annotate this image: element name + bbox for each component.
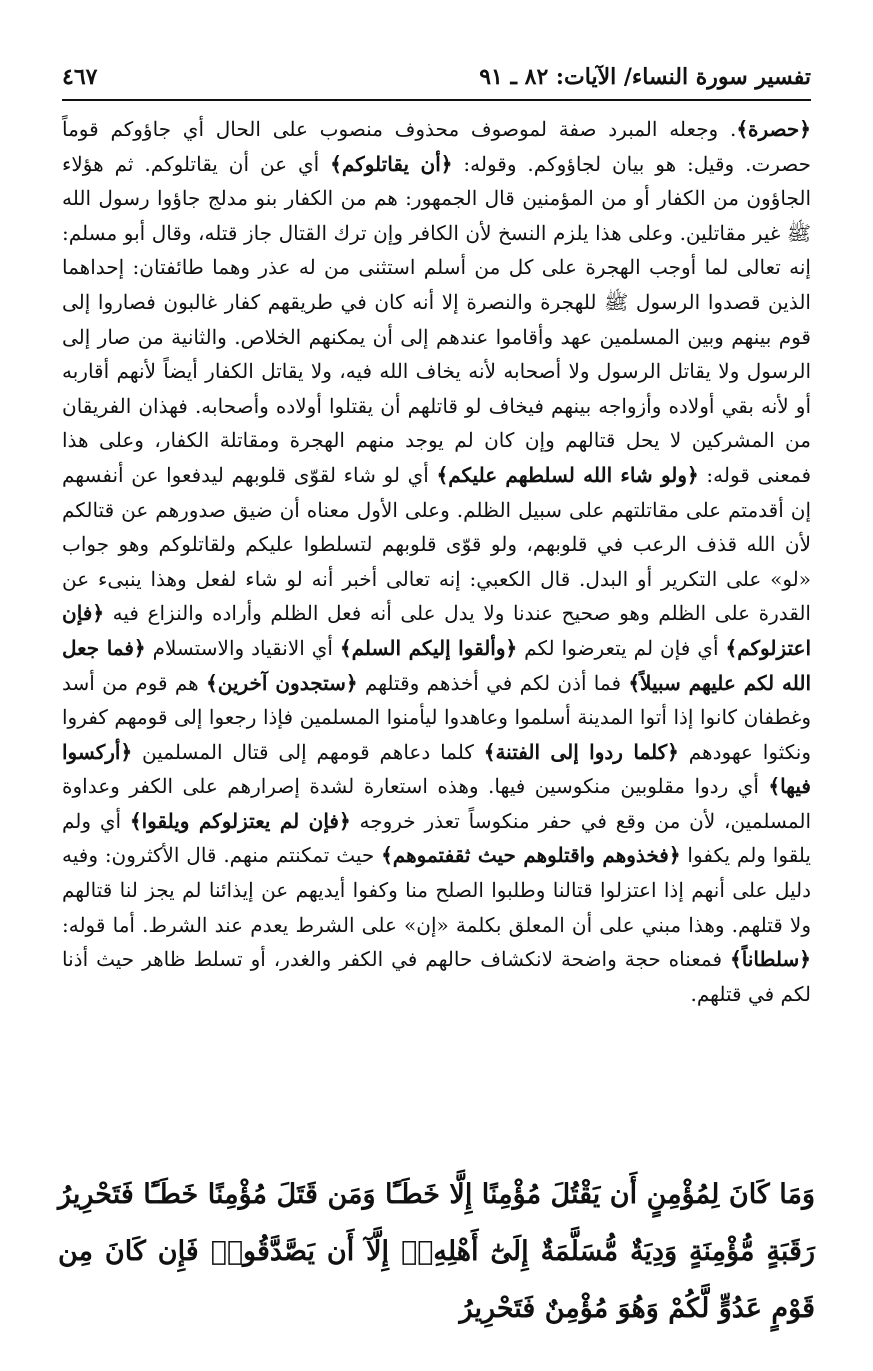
commentary-text: أي لو شاء لقوّى قلوبهم ليدفعوا عن أنفسهم إن أقدمتم على مقاتلتهم على سبيل الظلم. وعلى الأول معناه أن ضيق صدورهم عن قتالكم لأن الله قذف الرعب في قلوبهم، ولو قوّى قلوبهم لتسلطوا عليكم ولقاتلوكم وهو جواب «لو» على التكرير أو البدل. قال الكعبي: إنه تعالى أخبر أنه لو شاء لفعل وهذا ينبىء عن القدرة على الظلم وهو صحيح عندنا ولا يدل على أنه فعل الظلم وأراده والنزاع فيه: [62, 462, 811, 626]
quran-quote: ﴿ستجدون آخرين﴾: [206, 670, 358, 695]
running-title: تفسير سورة النساء/ الآيات: ٨٢ ـ ٩١: [479, 64, 811, 90]
commentary-text: أي ولم يلقوا ولم يكفوا: [62, 808, 811, 868]
header-rule: [62, 99, 811, 101]
commentary-text: كلما دعاهم قومهم إلى قتال المسلمين: [132, 739, 484, 764]
commentary-body: [62, 112, 811, 1011]
quran-quote: ﴿فإن لم يعتزلوكم ويلقوا﴾: [129, 808, 351, 833]
commentary-text: أي عن أن يقاتلوكم. ثم هؤلاء الجاؤون من الكفار أو من المؤمنين قال الجمهور: هم من الكفار بنو مدلج جاؤوا رسول الله ﷺ غير مقاتلين. وعلى هذا يلزم النسخ لأن الكافر وإن ترك القتال جاز قتله، وقال أبو مسلم: إنه تعالى لما أوجب الهجرة على كل من أسلم استثنى من له عذر وهما طائفتان: إحداهما الذين قصدوا الرسول ﷺ للهجرة والنصرة إلا أنه كان في طريقهم كفار غالبون فصاروا إلى قوم بينهم وبين المسلمين عهد وأقاموا عندهم إلى أن يمكنهم الخلاص. والثانية من صار إلى الرسول ولا يقاتل الرسول ولا أصحابه لأنه يخاف الله فيه، ولا يقاتل الكفار أيضاً لأنهم أقاربه أو لأنه بقي أولاده وأزواجه بينهم فيخاف لو قاتلهم أن يقتلوا أولاده وأصحابه. فهذان الفريقان من المشركين لا يحل قتالهم وإن كان لم يوجد منهم الهجرة ومقاتلة الكفار، وعلى هذا فمعنى قوله:: [62, 151, 812, 487]
commentary-text: فمعناه حجة واضحة لانكشاف حالهم في الكفر والغدر، أو تسلط ظاهر حيث أذنا لكم في قتلهم.: [62, 947, 811, 1006]
commentary-text: أي ردوا مقلوبين منكوسين فيها. وهذه استعارة لشدة إصرارهم على الكفر وعداوة المسلمين، لأن من وقع في حفر منكوساً تعذر خروجه: [62, 774, 812, 833]
quran-quote: ﴿كلما ردوا إلى الفتنة﴾: [483, 739, 679, 764]
quran-quote: ﴿سلطاناً﴾: [730, 947, 811, 972]
page-number: ٤٦٧: [62, 64, 98, 90]
quran-quote: ﴿فخذوهم واقتلوهم حيث ثقفتموهم﴾: [381, 843, 681, 868]
quran-quote: ﴿أركسوا فيها﴾: [62, 739, 811, 799]
commentary-text: هم قوم من أسد وغطفان كانوا إذا أتوا المدينة أسلموا وعاهدوا ليأمنوا المسلمين فإذا رجعوا إلى قومهم كفروا ونكثوا عهودهم: [62, 670, 811, 764]
commentary-text: فما أذن لكم في أخذهم وقتلهم: [357, 670, 629, 695]
commentary-text: . وجعله المبرد صفة لموصوف محذوف منصوب على الحال أي جاؤوكم قوماً حصرت. وقيل: هو بيان لجاؤوكم. وقوله:: [62, 117, 812, 176]
quran-quote: ﴿أن يقاتلوكم﴾: [330, 151, 453, 176]
quran-verse: وَمَا كَانَ لِمُؤْمِنٍ أَن يَقْتُلَ مُؤْمِنًا إِلَّا خَطَـًٔا وَمَن قَتَلَ مُؤْمِنًا خَطَـًٔا فَتَحْرِيرُ رَقَبَةٍ مُّؤْمِنَةٍ وَدِيَةٌ مُّسَلَّمَةٌ إِلَىٰٓ أَهْلِهِۦٓ إِلَّآ أَن يَصَّدَّقُوا۟ فَإِن كَانَ مِن قَوْمٍ عَدُوٍّ لَّكُمْ وَهُوَ مُؤْمِنٌ فَتَحْرِيرُ: [58, 1179, 815, 1324]
quran-quote: ﴿فإن اعتزلوكم﴾: [62, 601, 812, 660]
quran-quote: ﴿ولو شاء الله لسلطهم عليكم﴾: [436, 462, 699, 487]
quran-quote: ﴿وألقوا إليكم السلم﴾: [339, 635, 518, 660]
commentary-text: أي فإن لم يتعرضوا لكم: [517, 635, 726, 660]
quran-quote: ﴿حصرة﴾: [736, 117, 811, 141]
quran-quote: ﴿فما جعل الله لكم عليهم سبيلاً﴾: [62, 635, 812, 695]
commentary-paragraph: [62, 112, 811, 1011]
commentary-text: حيث تمكنتم منهم. قال الأكثرون: وفيه دليل على أنهم إذا اعتزلوا قتالنا وطلبوا الصلح منا وكفوا أيديهم عن إيذائنا لم يجز لنا قتالهم ولا قتلهم. وهذا مبني على أن المعلق بكلمة «إن» على الشرط يعدم عند الشرط. أما قوله:: [62, 843, 812, 937]
commentary-text: أي الانقياد والاستسلام: [145, 635, 340, 660]
running-header: [62, 60, 811, 96]
